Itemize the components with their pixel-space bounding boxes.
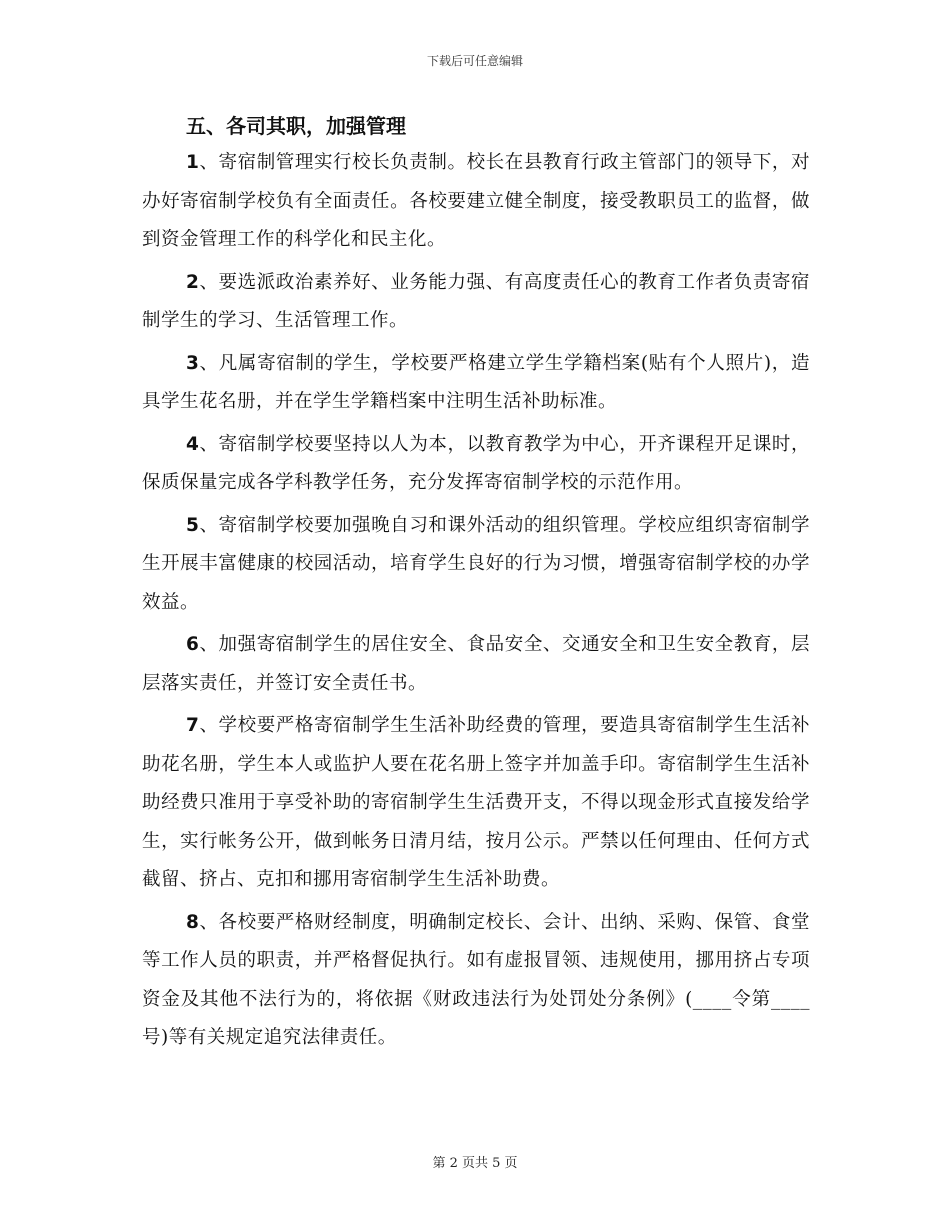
item-number: 7 — [186, 715, 200, 736]
paragraph-2 — [142, 264, 810, 341]
item-text: 、加强寄宿制学生的居住安全、食品安全、交通安全和卫生安全教育，层层落实责任，并签订安全责任书。 — [142, 634, 810, 694]
paragraph-1 — [142, 144, 810, 260]
item-text: 、学校要严格寄宿制学生生活补助经费的管理，要造具寄宿制学生生活补助花名册，学生本人或监护人要在花名册上签字并加盖手印。寄宿制学生生活补助经费只准用于享受补助的寄宿制学生生活费开支，不得以现金形式直接发给学生，实行帐务公开，做到帐务日清月结，按月公示。严禁以任何理由、任何方式截留、挤占、克扣和挪用寄宿制学生生活补助费。 — [142, 715, 810, 890]
section-heading: 五、各司其职，加强管理 — [186, 114, 406, 138]
item-number: 4 — [186, 433, 200, 455]
paragraph-5 — [142, 507, 810, 623]
item-text: 、寄宿制管理实行校长负责制。校长在县教育行政主管部门的领导下，对办好寄宿制学校负有全面责任。各校要建立健全制度，接受教职员工的监督，做到资金管理工作的科学化和民主化。 — [142, 152, 810, 250]
paragraph-6 — [142, 626, 810, 703]
item-number: 1 — [186, 152, 200, 173]
document-body — [142, 108, 810, 1062]
item-text: 、寄宿制学校要坚持以人为本，以教育教学为中心，开齐课程开足课时，保质保量完成各学科教学任务，充分发挥寄宿制学校的示范作用。 — [142, 433, 810, 493]
paragraph-8 — [142, 904, 810, 1058]
item-text: 、寄宿制学校要加强晚自习和课外活动的组织管理。学校应组织寄宿制学生开展丰富健康的校园活动，培育学生良好的行为习惯，增强寄宿制学校的办学效益。 — [142, 514, 810, 613]
item-text: 、凡属寄宿制的学生，学校要严格建立学生学籍档案(贴有个人照片)，造具学生花名册，并在学生学籍档案中注明生活补助标准。 — [142, 352, 810, 412]
item-text: 、各校要严格财经制度，明确制定校长、会计、出纳、采购、保管、食堂等工作人员的职责，并严格督促执行。如有虚报冒领、违规使用，挪用挤占专项资金及其他不法行为的，将依据《财政违法行为处罚处分条例》(____令第____号)等有关规定追究法律责任。 — [142, 911, 810, 1048]
item-number: 3 — [186, 352, 200, 374]
page-header: 下载后可任意编辑 — [426, 54, 523, 68]
item-number: 6 — [186, 634, 200, 655]
paragraph-4 — [142, 426, 810, 503]
item-number: 5 — [186, 514, 200, 536]
item-number: 8 — [186, 911, 200, 933]
paragraph-7 — [142, 707, 810, 900]
item-text: 、要选派政治素养好、业务能力强、有高度责任心的教育工作者负责寄宿制学生的学习、生活管理工作。 — [142, 271, 810, 331]
item-number: 2 — [186, 271, 200, 293]
paragraph-3 — [142, 345, 810, 422]
page-footer: 第 2 页共 5 页 — [432, 1156, 518, 1171]
